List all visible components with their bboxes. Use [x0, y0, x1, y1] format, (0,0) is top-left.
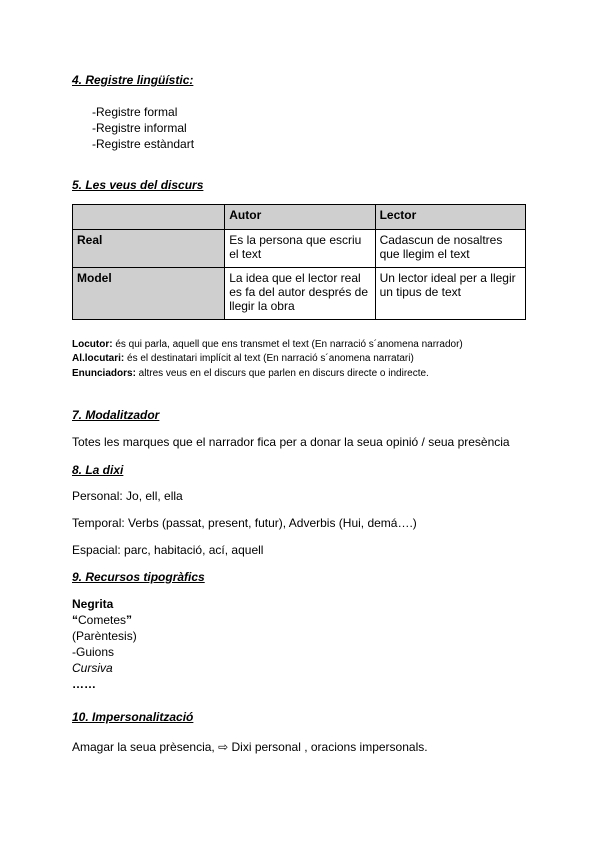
cell-line: un tipus de text	[379, 285, 461, 299]
dixi-espacial: Espacial: parc, habitació, ací, aquell	[72, 543, 264, 557]
cell-model-autor	[225, 268, 375, 320]
register-item-standard: -Registre estàndart	[92, 137, 195, 151]
table-header-lector: Lector	[375, 205, 525, 230]
register-item-formal: -Registre formal	[92, 105, 178, 119]
definition-allocutari	[72, 353, 414, 364]
quote-word: Cometes	[78, 613, 127, 627]
definition-term: Locutor:	[72, 339, 113, 350]
section-7-title: 7. Modalitzador	[72, 408, 160, 422]
definition-text: altres veus en el discurs que parlen en discurs directe o indirecte.	[135, 368, 429, 379]
typo-bold: Negrita	[72, 597, 114, 611]
typo-ellipsis: ……	[72, 677, 96, 691]
table-header-autor: Autor	[225, 205, 375, 230]
cell-line: el text	[229, 247, 262, 261]
quote-open-mark: “	[72, 613, 78, 627]
definition-text: és qui parla, aquell que ens transmet el text (En narració s´anomena narrador)	[112, 339, 463, 350]
cell-line: que llegim el text	[379, 247, 470, 261]
definition-locutor	[72, 339, 463, 350]
table-header-empty	[73, 205, 225, 230]
table-row-real	[73, 230, 526, 268]
cell-line: es fa del autor després de	[229, 285, 369, 299]
table-row-model	[73, 268, 526, 320]
quote-close-mark: ”	[126, 613, 133, 627]
cell-line: llegir la obra	[229, 299, 295, 313]
typo-parenthesis: (Parèntesis)	[72, 629, 137, 643]
cell-model-lector	[375, 268, 525, 320]
section-10-title: 10. Impersonalització	[72, 710, 194, 724]
typo-guions: -Guions	[72, 645, 115, 659]
cell-real-lector	[375, 230, 525, 268]
cell-line: Cadascun de nosaltres	[379, 233, 503, 247]
section-8-title: 8. La dixi	[72, 463, 124, 477]
cell-line: La idea que el lector real	[229, 271, 361, 285]
voices-table	[72, 204, 526, 320]
definition-term: Al.locutari:	[72, 353, 125, 364]
dixi-personal: Personal: Jo, ell, ella	[72, 489, 183, 503]
table-header-row	[73, 205, 526, 230]
cell-real-autor	[225, 230, 375, 268]
section-5-title: 5. Les veus del discurs	[72, 178, 204, 192]
row-label-real: Real	[73, 230, 225, 268]
definition-term: Enunciadors:	[72, 368, 136, 379]
register-item-informal: -Registre informal	[92, 121, 187, 135]
impersonal-text-a: Amagar la seua prèsencia,	[72, 740, 219, 754]
cell-line: Es la persona que escriu	[229, 233, 362, 247]
definition-enunciadors	[72, 368, 429, 379]
section-10-text	[72, 740, 428, 754]
row-label-model: Model	[73, 268, 225, 320]
definition-text: és el destinatari implícit al text (En narració s´anomena narratari)	[124, 353, 414, 364]
section-4-title: 4. Registre lingüístic:	[72, 73, 194, 87]
typo-cursiva: Cursiva	[72, 661, 113, 675]
impersonal-text-b: Dixi personal , oracions impersonals.	[228, 740, 428, 754]
typo-quotes	[72, 613, 132, 627]
section-9-title: 9. Recursos tipogràfics	[72, 570, 205, 584]
arrow-icon: ⇨	[218, 740, 229, 754]
cell-line: Un lector ideal per a llegir	[379, 271, 516, 285]
dixi-temporal: Temporal: Verbs (passat, present, futur), Adverbis (Hui, demá….)	[72, 516, 417, 530]
section-7-text: Totes les marques que el narrador fica per a donar la seua opinió / seua presència	[72, 435, 510, 449]
